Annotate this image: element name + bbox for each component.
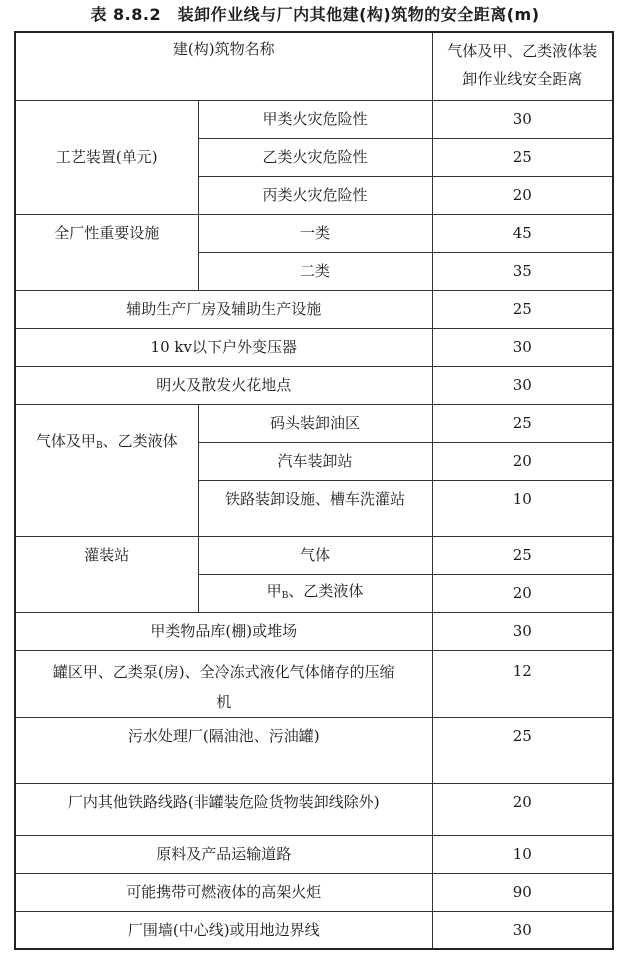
group-label-gas-liquid-subscript: B	[95, 440, 103, 451]
row-name: 辅助生产厂房及辅助生产设施	[15, 290, 432, 328]
distance-value: 30	[432, 366, 613, 404]
distance-value: 30	[432, 100, 613, 138]
sub-item: 一类	[198, 214, 432, 252]
table-row	[15, 404, 613, 442]
pump-line1: 罐区甲、乙类泵(房)、全冷冻式液化气体储存的压缩	[52, 662, 395, 681]
sub-item: 乙类火灾危险性	[198, 138, 432, 176]
table-row	[15, 783, 613, 835]
sub-item-post: 、乙类液体	[288, 581, 364, 600]
row-name: 原料及产品运输道路	[15, 835, 432, 873]
row-name-pump	[15, 650, 432, 717]
safety-distance-table	[14, 31, 614, 950]
table-row	[15, 835, 613, 873]
table-row	[15, 717, 613, 783]
pump-line2: 机	[216, 692, 232, 711]
distance-value: 25	[432, 404, 613, 442]
table-row	[15, 873, 613, 911]
sub-item: 铁路装卸设施、槽车洗灌站	[198, 480, 432, 536]
distance-value: 20	[432, 574, 613, 612]
group-label-gas-liquid	[15, 404, 198, 536]
header-distance-cell	[432, 32, 613, 100]
sub-item	[198, 574, 432, 612]
distance-value: 10	[432, 835, 613, 873]
distance-value: 20	[432, 176, 613, 214]
table-row	[15, 536, 613, 574]
table-row	[15, 328, 613, 366]
header-name: 建(构)筑物名称	[172, 40, 275, 58]
table-row	[15, 911, 613, 949]
distance-value: 10	[432, 480, 613, 536]
sub-item: 码头装卸油区	[198, 404, 432, 442]
table-row	[15, 100, 613, 138]
sub-item: 甲类火灾危险性	[198, 100, 432, 138]
sub-item: 丙类火灾危险性	[198, 176, 432, 214]
distance-value: 25	[432, 290, 613, 328]
header-name-cell	[15, 32, 432, 100]
table-row	[15, 214, 613, 252]
distance-value: 35	[432, 252, 613, 290]
group-label-important: 全厂性重要设施	[15, 214, 198, 290]
distance-value: 45	[432, 214, 613, 252]
sub-item: 汽车装卸站	[198, 442, 432, 480]
header-row	[15, 32, 613, 100]
group-label-filling: 灌装站	[15, 536, 198, 612]
table-row	[15, 650, 613, 717]
group-label-gas-liquid-post: 、乙类液体	[102, 431, 178, 450]
row-name: 污水处理厂(隔油池、污油罐)	[15, 717, 432, 783]
distance-value: 20	[432, 783, 613, 835]
group-label-gas-liquid-pre: 气体及甲	[35, 431, 96, 450]
sub-item-subscript: B	[281, 590, 289, 601]
table-title: 表 8.8.2 装卸作业线与厂内其他建(构)筑物的安全距离(m)	[90, 5, 540, 24]
distance-value: 25	[432, 138, 613, 176]
row-name: 10 kv以下户外变压器	[15, 328, 432, 366]
distance-value: 12	[432, 650, 613, 717]
distance-value: 25	[432, 717, 613, 783]
distance-value: 90	[432, 873, 613, 911]
sub-item: 气体	[198, 536, 432, 574]
sub-item-pre: 甲	[266, 581, 282, 600]
row-name: 可能携带可燃液体的高架火炬	[15, 873, 432, 911]
table-row	[15, 290, 613, 328]
distance-value: 30	[432, 612, 613, 650]
group-label-process: 工艺装置(单元)	[15, 100, 198, 214]
distance-value: 25	[432, 536, 613, 574]
header-distance-line2: 卸作业线安全距离	[462, 70, 583, 88]
distance-value: 30	[432, 911, 613, 949]
sub-item: 二类	[198, 252, 432, 290]
row-name: 明火及散发火花地点	[15, 366, 432, 404]
header-distance-line1: 气体及甲、乙类液体装	[447, 42, 598, 60]
distance-value: 30	[432, 328, 613, 366]
row-name: 甲类物品库(棚)或堆场	[15, 612, 432, 650]
row-name: 厂围墙(中心线)或用地边界线	[15, 911, 432, 949]
table-row	[15, 366, 613, 404]
distance-value: 20	[432, 442, 613, 480]
row-name: 厂内其他铁路线路(非罐装危险货物装卸线除外)	[15, 783, 432, 835]
table-row	[15, 612, 613, 650]
